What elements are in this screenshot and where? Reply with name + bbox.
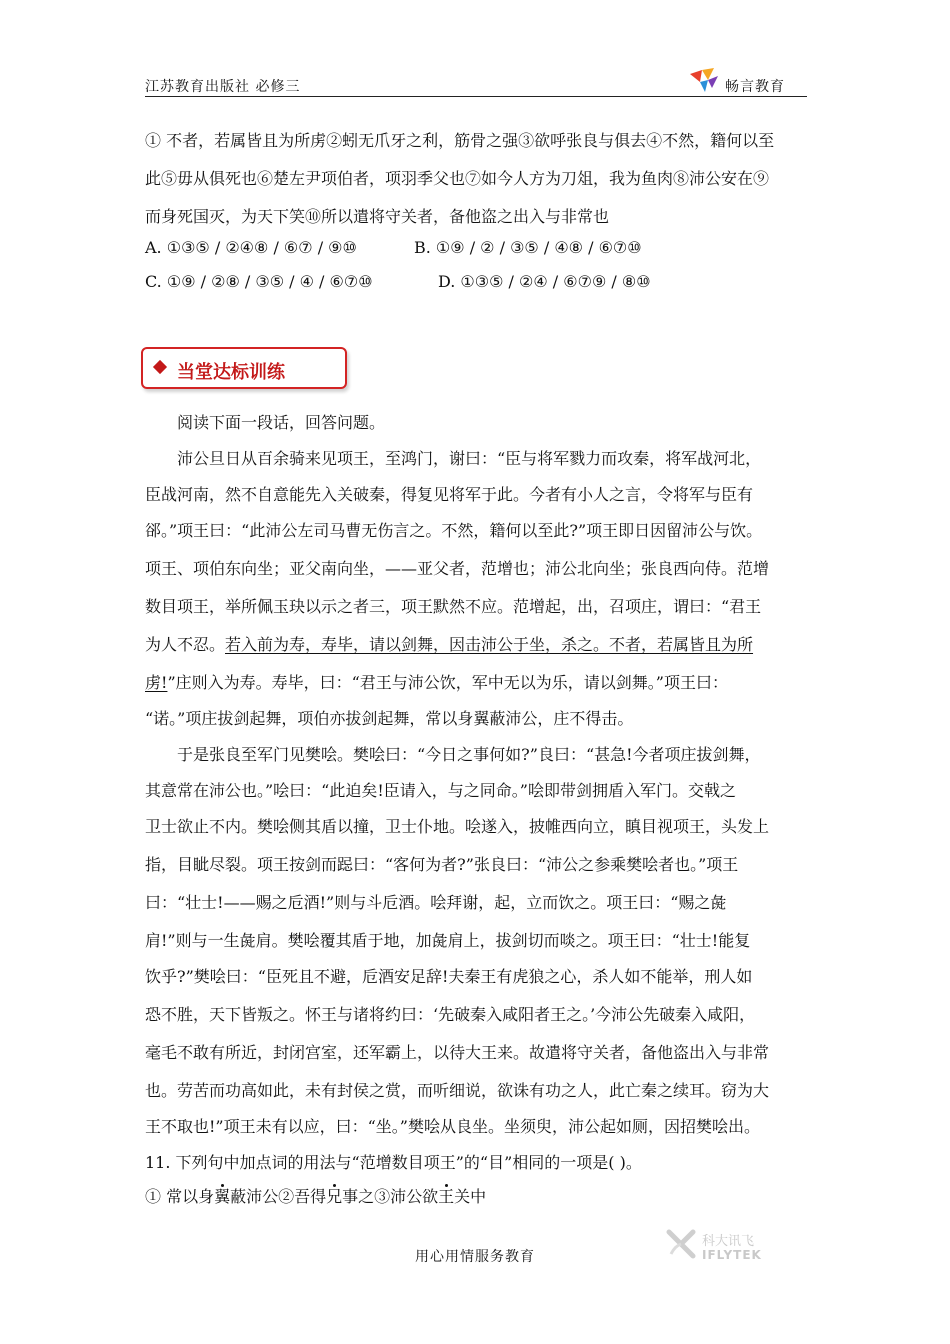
passage-line [145,632,753,655]
passage-line: 沛公旦日从百余骑来见项王，至鸿门，谢曰：“臣与将军戮力而攻秦，将军战河北， [177,449,762,468]
underlined-sentence: 虏! [145,673,168,692]
passage-line: 郤。”项王曰：“此沛公左司马曹无伤言之。不然，籍何以至此?”项王即日因留沛公与饮。 [145,521,763,540]
options-line: 而身死国灭，为天下笑⑩所以遣将守关者，备他盗之出入与非常也 [145,207,610,226]
passage-line: 臣战河南，然不自意能先入关破秦，得复见将军于此。今者有小人之言，令将军与臣有 [145,485,754,504]
passage-line: 卫士欲止不内。樊哙侧其盾以撞，卫士仆地。哙遂入，披帷西向立，瞋目视项王，头发上 [145,817,770,836]
passage-line [145,670,728,693]
header-publisher: 江苏教育出版社 必修三 [145,79,301,95]
underlined-sentence: 若入前为寿，寿毕，请以剑舞，因击沛公于坐，杀之。不者，若属皆且为所 [225,635,754,654]
section-header [141,347,347,389]
dotted-word: 翼 [214,1187,231,1206]
question-text: 事之③沛公欲 [342,1187,439,1206]
diamond-icon [153,360,167,374]
iflytek-logo-icon [665,1228,697,1260]
options-line: 此⑤毋从俱死也⑥楚左尹项伯者，项羽季父也⑦如今人方为刀俎，我为鱼肉⑧沛公安在⑨ [145,169,770,188]
passage-line: 也。劳苦而功高如此，未有封侯之赏，而听细说，欲诛有功之人，此亡秦之续耳。窃为大 [145,1081,770,1100]
passage-line: 于是张良至军门见樊哙。樊哙曰：“今日之事何如?”良曰：“甚急!今者项庄拔剑舞， [177,745,761,764]
passage-line: 恐不胜，天下皆叛之。怀王与诸将约曰：‘先破秦入咸阳者王之。’今沛公先破秦入咸阳， [145,1005,756,1024]
passage-line: “诺。”项庄拔剑起舞，项伯亦拔剑起舞，常以身翼蔽沛公，庄不得击。 [145,709,634,728]
dotted-word: 王 [438,1187,455,1206]
header-brand: 畅言教育 [725,79,785,95]
choice-b: B. ①⑨ / ② / ③⑤ / ④⑧ / ⑥⑦⑩ [414,238,642,257]
passage-text: ”庄则入为寿。寿毕，曰：“君王与沛公饮，军中无以为乐，请以剑舞。”项王曰： [167,673,728,692]
passage-line: 指，目眦尽裂。项王按剑而跽曰：“客何为者?”张良曰：“沛公之参乘樊哙者也。”项王 [145,855,739,874]
question-stem: 11. 下列句中加点词的用法与“范增数目项王”的“目”相同的一项是( )。 [145,1153,642,1172]
changyan-logo-icon [688,66,720,94]
header-divider [145,96,807,97]
choice-d: D. ①③⑤ / ②④ / ⑥⑦⑨ / ⑧⑩ [438,272,651,291]
passage-line: 毫毛不敢有所近，封闭宫室，还军霸上，以待大王来。故遣将守关者，备他盗出入与非常 [145,1043,770,1062]
passage-line: 王不取也!”项王未有以应，曰：“坐。”樊哙从良坐。坐须臾，沛公起如厕，因招樊哙出。 [145,1117,760,1136]
choice-c: C. ①⑨ / ②⑧ / ③⑤ / ④ / ⑥⑦⑩ [145,272,373,291]
choice-a: A. ①③⑤ / ②④⑧ / ⑥⑦ / ⑨⑩ [145,238,357,257]
options-line: ① 不者，若属皆且为所虏②蚓无爪牙之利，筋骨之强③欲呼张良与俱去④不然，籍何以至 [145,131,775,150]
passage-line: 项王、项伯东向坐；亚父南向坐，——亚父者，范增也；沛公北向坐；张良西向侍。范增 [145,559,770,578]
passage-text: 为人不忍。 [145,635,226,654]
question-options [145,1184,486,1207]
footer-brand-en: IFLYTEK [702,1248,762,1262]
instruction: 阅读下面一段话，回答问题。 [177,413,386,432]
passage-line: 曰：“壮士!——赐之卮酒!”则与斗卮酒。哙拜谢，起，立而饮之。项王曰：“赐之彘 [145,893,727,912]
footer-brand-cn: 科大讯飞 [702,1234,755,1249]
dotted-word: 兄 [326,1187,343,1206]
footer-slogan: 用心用情服务教育 [415,1249,535,1265]
passage-line: 肩!”则与一生彘肩。樊哙覆其盾于地，加彘肩上，拔剑切而啖之。项王曰：“壮士!能复 [145,931,751,950]
question-text: 蔽沛公②吾得 [230,1187,327,1206]
section-title: 当堂达标训练 [177,362,285,383]
passage-line: 数目项王，举所佩玉玦以示之者三，项王默然不应。范增起，出，召项庄，谓曰：“君王 [145,597,762,616]
question-text: ① 常以身 [145,1187,215,1206]
passage-line: 饮乎?”樊哙曰：“臣死且不避，卮酒安足辞!夫秦王有虎狼之心，杀人如不能举，刑人如 [145,967,753,986]
question-text: 关中 [454,1187,487,1206]
passage-line: 其意常在沛公也。”哙曰：“此迫矣!臣请入，与之同命。”哙即带剑拥盾入军门。交戟之 [145,781,736,800]
